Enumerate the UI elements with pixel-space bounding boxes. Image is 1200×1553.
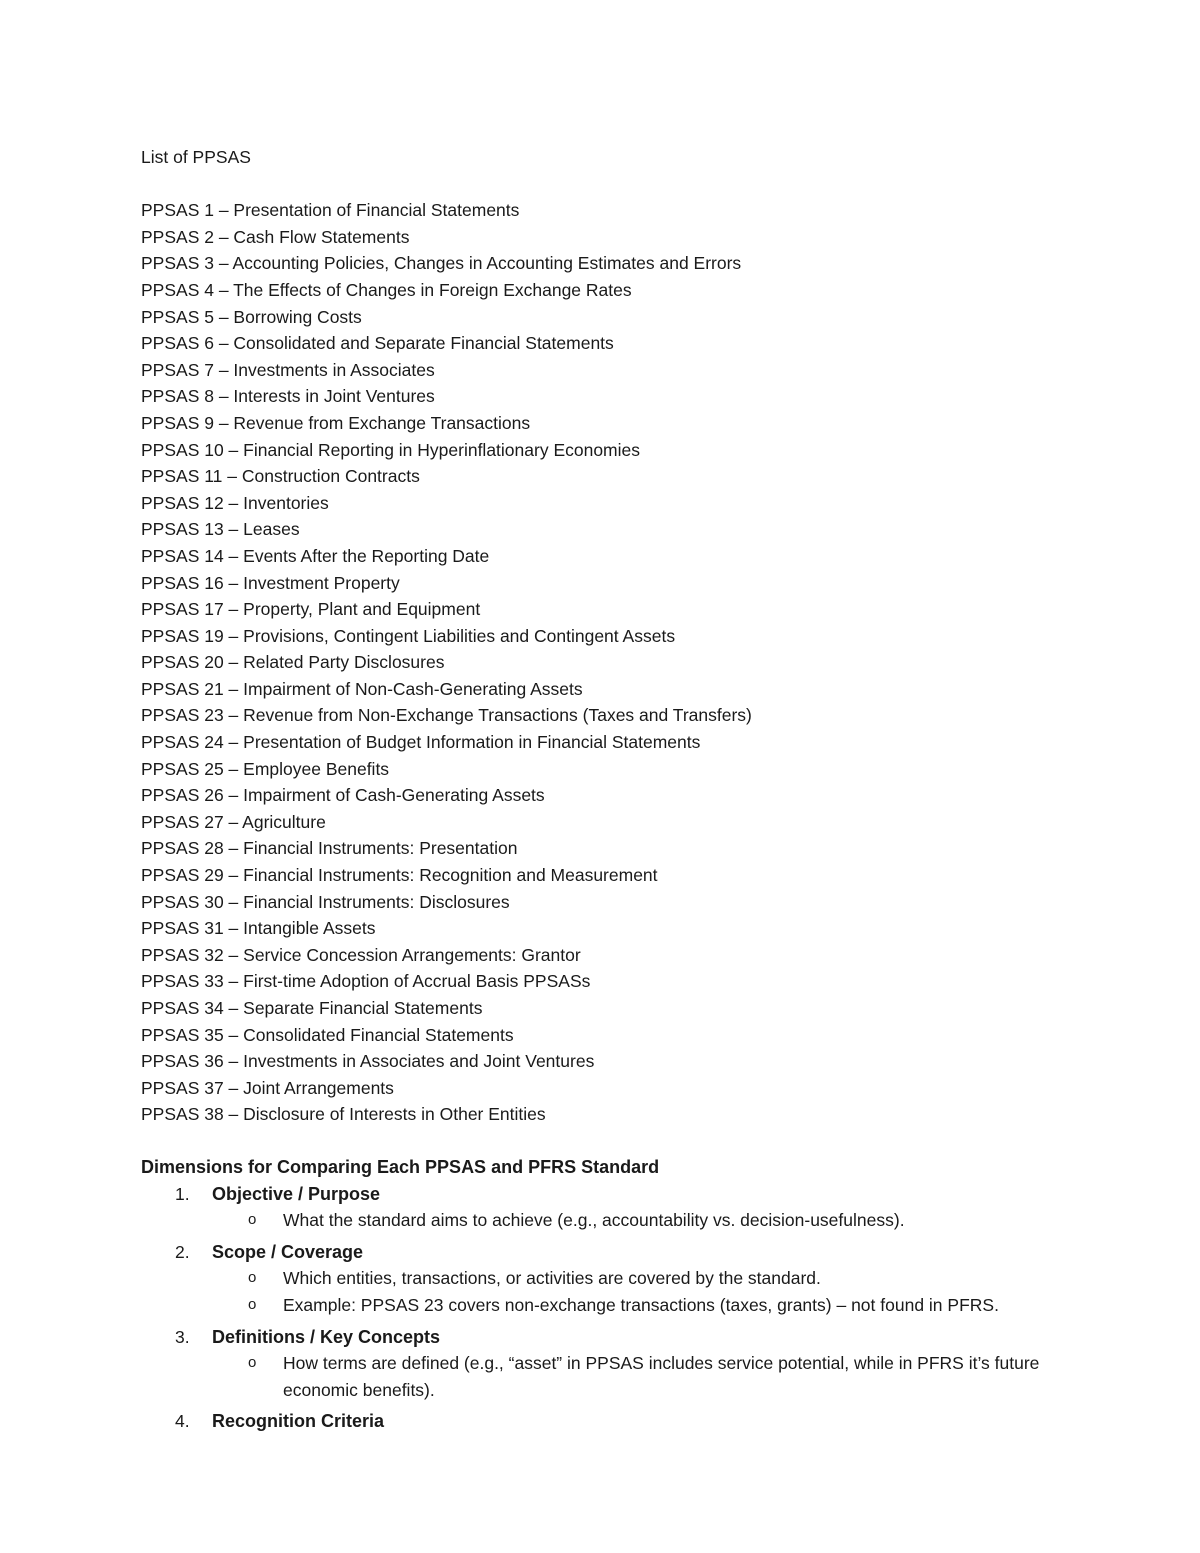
standard-item: PPSAS 37 – Joint Arrangements (141, 1077, 394, 1098)
bullet-item (141, 1292, 1101, 1319)
dimension-item (141, 1181, 1101, 1239)
dimension-number: 1. (175, 1183, 190, 1204)
standard-item: PPSAS 13 – Leases (141, 519, 300, 540)
standard-item: PPSAS 38 – Disclosure of Interests in Other Entities (141, 1104, 546, 1125)
standard-item: PPSAS 14 – Events After the Reporting Date (141, 545, 490, 566)
standard-item: PPSAS 24 – Presentation of Budget Information in Financial Statements (141, 732, 701, 753)
bullet-icon: o (248, 1295, 257, 1313)
dimension-bullets (212, 1207, 1101, 1239)
standard-item: PPSAS 28 – Financial Instruments: Presentation (141, 838, 518, 859)
standard-item: PPSAS 26 – Impairment of Cash-Generating Assets (141, 785, 545, 806)
standard-item: PPSAS 32 – Service Concession Arrangements: Grantor (141, 944, 581, 965)
standards-list (141, 197, 1101, 1128)
standard-item: PPSAS 5 – Borrowing Costs (141, 306, 362, 327)
standard-item: PPSAS 9 – Revenue from Exchange Transactions (141, 412, 531, 433)
dimension-bullets (212, 1350, 1101, 1408)
standard-item: PPSAS 20 – Related Party Disclosures (141, 652, 445, 673)
standard-item: PPSAS 10 – Financial Reporting in Hyperinflationary Economies (141, 439, 641, 460)
standard-item: PPSAS 34 – Separate Financial Statements (141, 998, 483, 1018)
bullet-item (141, 1265, 1101, 1292)
standard-item: PPSAS 17 – Property, Plant and Equipment (141, 599, 481, 620)
dimension-number: 4. (175, 1411, 190, 1432)
dimension-item (141, 1239, 1101, 1324)
dimension-item (141, 1408, 1101, 1435)
standard-item: PPSAS 29 – Financial Instruments: Recognition and Measurement (141, 865, 658, 886)
standard-item: PPSAS 4 – The Effects of Changes in Foreign Exchange Rates (141, 279, 632, 300)
bullet-text: Example: PPSAS 23 covers non-exchange transactions (taxes, grants) – not found in PFRS. (283, 1294, 999, 1315)
bullet-icon: o (248, 1211, 257, 1229)
bullet-item (141, 1350, 1101, 1403)
standard-item: PPSAS 1 – Presentation of Financial Statements (141, 200, 520, 221)
bullet-text: What the standard aims to achieve (e.g., accountability vs. decision-usefulness). (283, 1210, 905, 1231)
dimension-label: Scope / Coverage (212, 1241, 364, 1262)
standard-item: PPSAS 35 – Consolidated Financial Statements (141, 1024, 514, 1045)
standard-item: PPSAS 16 – Investment Property (141, 572, 400, 593)
bullet-icon: o (248, 1354, 257, 1372)
dimension-label: Recognition Criteria (212, 1411, 385, 1432)
standard-item: PPSAS 36 – Investments in Associates and Joint Ventures (141, 1051, 595, 1072)
standard-item: PPSAS 25 – Employee Benefits (141, 758, 390, 779)
standard-item: PPSAS 27 – Agriculture (141, 811, 326, 832)
dimensions-heading: Dimensions for Comparing Each PPSAS and PFRS Standard (141, 1156, 660, 1177)
bullet-text: Which entities, transactions, or activities are covered by the standard. (283, 1268, 821, 1289)
bullet-text: How terms are defined (e.g., “asset” in PPSAS includes service potential, while in PFRS it’s future economic benefits). (283, 1353, 1040, 1400)
standard-item: PPSAS 6 – Consolidated and Separate Financial Statements (141, 333, 614, 354)
dimension-label: Definitions / Key Concepts (212, 1326, 441, 1347)
standard-item: PPSAS 7 – Investments in Associates (141, 359, 435, 380)
standard-item: PPSAS 21 – Impairment of Non-Cash-Generating Assets (141, 678, 583, 699)
standard-item: PPSAS 19 – Provisions, Contingent Liabilities and Contingent Assets (141, 625, 676, 646)
dimension-bullets (212, 1265, 1101, 1323)
standard-item: PPSAS 31 – Intangible Assets (141, 918, 376, 939)
standard-item: PPSAS 12 – Inventories (141, 492, 329, 513)
bullet-item (141, 1207, 1101, 1234)
dimension-label: Objective / Purpose (212, 1183, 381, 1204)
standard-item: PPSAS 8 – Interests in Joint Ventures (141, 386, 435, 407)
dimensions-list (141, 1181, 1101, 1435)
standard-item: PPSAS 3 – Accounting Policies, Changes in Accounting Estimates and Errors (141, 253, 742, 274)
dimension-number: 2. (175, 1241, 190, 1262)
standard-item: PPSAS 11 – Construction Contracts (141, 466, 420, 487)
dimension-number: 3. (175, 1326, 190, 1347)
document-content (141, 144, 1101, 1435)
standard-item: PPSAS 23 – Revenue from Non-Exchange Transactions (Taxes and Transfers) (141, 705, 752, 726)
standard-item: PPSAS 2 – Cash Flow Statements (141, 226, 410, 247)
dimension-item (141, 1324, 1101, 1409)
document-title: List of PPSAS (141, 147, 251, 167)
standard-item: PPSAS 30 – Financial Instruments: Disclosures (141, 891, 510, 912)
standard-item: PPSAS 33 – First-time Adoption of Accrual Basis PPSASs (141, 971, 591, 992)
bullet-icon: o (248, 1269, 257, 1287)
